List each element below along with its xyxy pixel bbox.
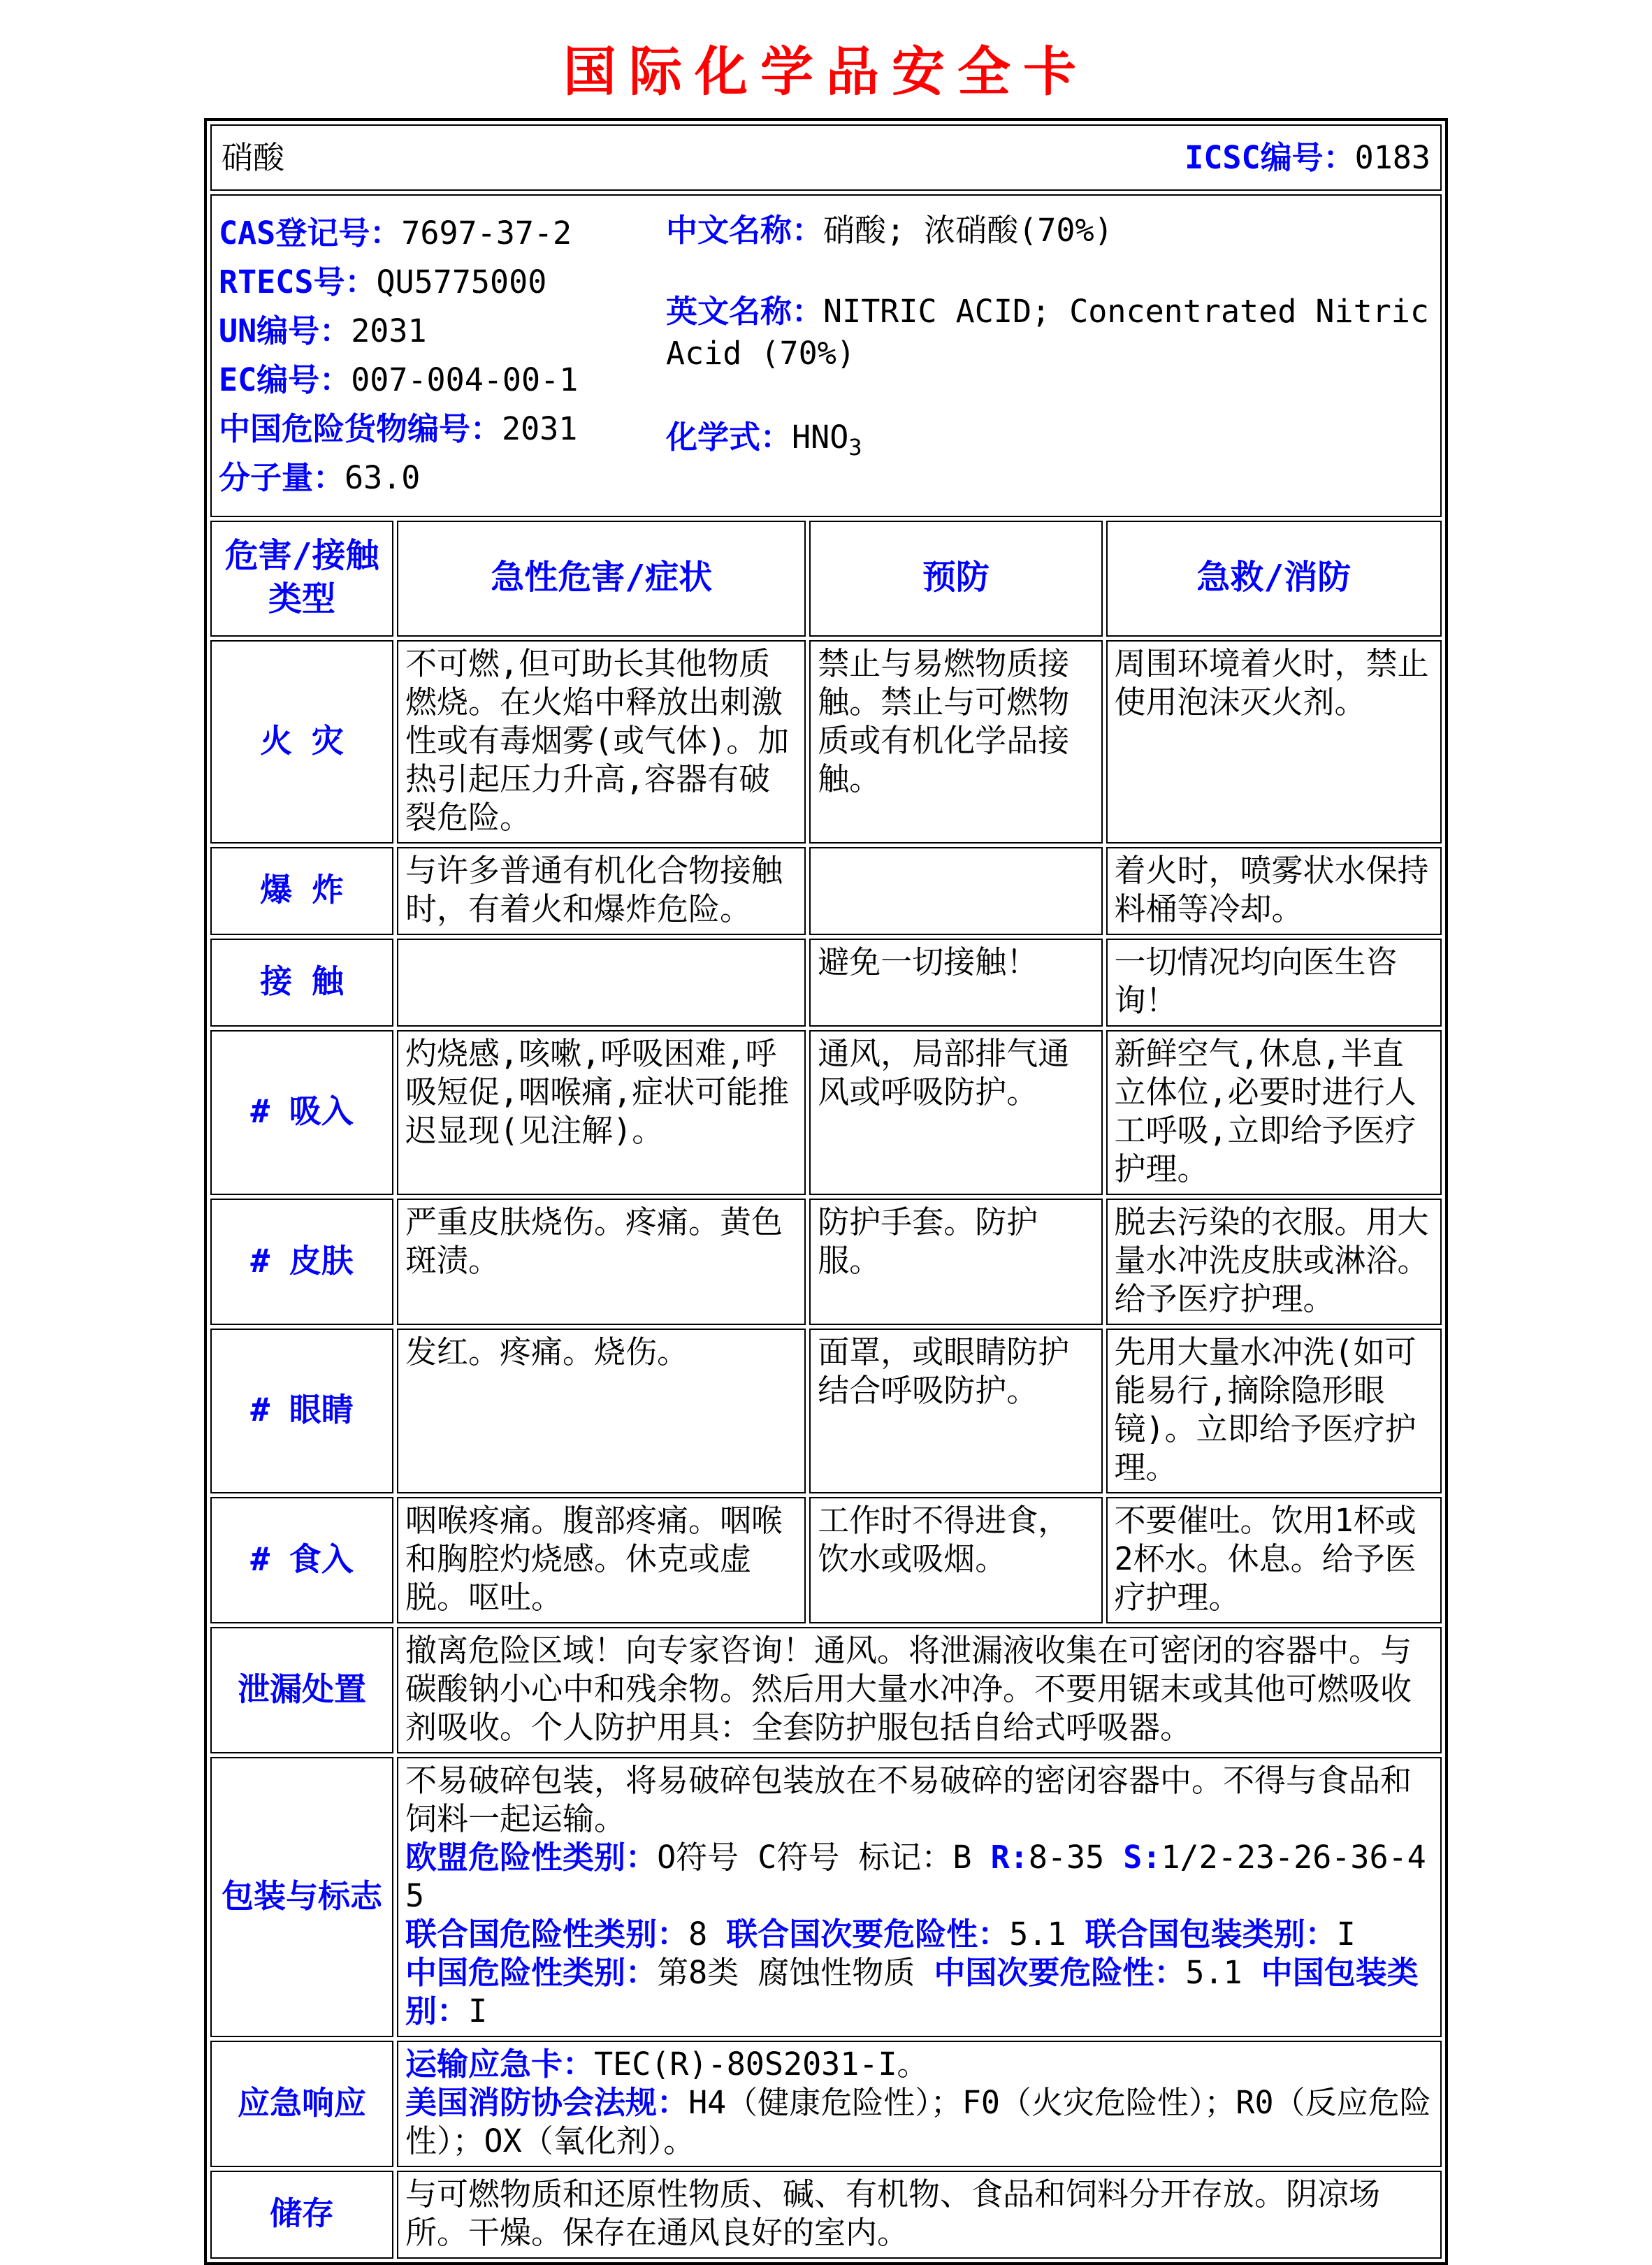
card-header-cell <box>210 124 1442 191</box>
china-dg-value: 2031 <box>502 410 578 447</box>
section-row-storage <box>210 2171 1442 2259</box>
text-segment: 与可燃物质和还原性物质、碱、有机物、食品和饲料分开存放。阴凉场所。干燥。保存在通风良好的室内。 <box>405 2176 1381 2251</box>
formula-subscript: 3 <box>848 434 862 461</box>
section-row-emergency <box>210 2041 1442 2167</box>
field-label-segment: R: <box>990 1839 1029 1876</box>
cn-name-value: 硝酸; 浓硝酸(70%) <box>823 212 1113 249</box>
hazard-row-ingestion <box>210 1497 1442 1623</box>
icsc-number-label: ICSC编号： <box>1184 139 1355 176</box>
hazard-row-label: 火 灾 <box>210 640 393 844</box>
molecular-weight <box>219 457 666 499</box>
text-segment: I <box>1336 1916 1356 1953</box>
un-number <box>219 310 666 352</box>
section-label: 泄漏处置 <box>210 1627 393 1753</box>
text-segment: O符号 C符号 标记：B <box>657 1839 991 1876</box>
china-dg-label: 中国危险货物编号： <box>219 410 502 447</box>
rtecs-number <box>219 261 666 303</box>
text-segment: 5.1 <box>1009 1916 1085 1953</box>
firstaid-cell: 脱去污染的衣服。用大量水冲洗皮肤或淋浴。给予医疗护理。 <box>1106 1199 1442 1325</box>
identification-row <box>210 194 1442 517</box>
symptoms-cell: 发红。疼痛。烧伤。 <box>397 1329 806 1493</box>
mw-label: 分子量： <box>219 459 345 496</box>
rtecs-value: QU5775000 <box>376 263 547 301</box>
field-label-segment: 美国消防协会法规： <box>405 2084 689 2121</box>
field-label-segment: 中国次要危险性： <box>934 1954 1186 1991</box>
section-content <box>397 1627 1442 1753</box>
hazard-header-type-line1: 危害/接触 <box>224 536 379 575</box>
icsc-number <box>1184 138 1430 177</box>
icsc-card-table <box>204 118 1448 2265</box>
prevention-cell: 避免一切接触！ <box>809 939 1102 1027</box>
hazard-header-prevention: 预防 <box>809 521 1102 637</box>
field-label-segment: 联合国次要危险性： <box>726 1916 1010 1953</box>
hazard-row-label: # 眼睛 <box>210 1329 393 1493</box>
prevention-cell: 面罩，或眼睛防护结合呼吸防护。 <box>809 1329 1102 1493</box>
hazard-row-eyes <box>210 1329 1442 1493</box>
section-row-packaging <box>210 1757 1442 2037</box>
firstaid-cell: 周围环境着火时，禁止使用泡沫灭火剂。 <box>1106 640 1442 844</box>
hazard-row-fire <box>210 640 1442 844</box>
field-label-segment: S: <box>1123 1839 1161 1876</box>
section-content <box>397 2041 1442 2167</box>
english-name <box>666 291 1433 375</box>
ec-number <box>219 359 666 401</box>
text-segment: 第8类 腐蚀性物质 <box>657 1954 934 1991</box>
field-label-segment: 欧盟危险性类别： <box>405 1839 658 1876</box>
identification-right-column <box>666 205 1433 506</box>
field-label-segment: 联合国危险性类别： <box>405 1916 689 1953</box>
field-label-segment: 中国危险性类别： <box>405 1954 658 1991</box>
field-label-segment: 联合国包装类别： <box>1085 1916 1337 1953</box>
hazard-row-label: # 皮肤 <box>210 1199 393 1325</box>
hazard-row-label: # 吸入 <box>210 1030 393 1195</box>
formula-base: HNO <box>792 419 849 456</box>
hazard-header-symptoms: 急性危害/症状 <box>397 521 806 637</box>
page-title: 国际化学品安全卡 <box>563 41 1089 103</box>
text-segment: I <box>468 1992 488 2029</box>
firstaid-cell: 着火时，喷雾状水保持料桶等冷却。 <box>1106 847 1442 935</box>
prevention-cell: 通风，局部排气通风或呼吸防护。 <box>809 1030 1102 1195</box>
hazard-row-label: 接 触 <box>210 939 393 1027</box>
en-name-value: NITRIC ACID; Concentrated Nitric Acid (70%) <box>666 293 1429 372</box>
firstaid-cell: 新鲜空气,休息,半直立体位,必要时进行人工呼吸,立即给予医疗护理。 <box>1106 1030 1442 1195</box>
chinese-name <box>666 210 1433 252</box>
un-label: UN编号： <box>219 312 352 349</box>
text-segment: H4（健康危险性）；F0（火灾危险性）；R0（反应危险性）；OX（氧化剂）。 <box>405 2084 1431 2159</box>
rtecs-label: RTECS号： <box>219 263 377 301</box>
text-segment: 8-35 <box>1028 1839 1124 1876</box>
section-content <box>397 1757 1442 2037</box>
cas-number <box>219 212 666 254</box>
firstaid-cell: 不要催吐。饮用1杯或2杯水。休息。给予医疗护理。 <box>1106 1497 1442 1623</box>
identification-cell <box>210 194 1442 517</box>
symptoms-cell: 严重皮肤烧伤。疼痛。黄色斑渍。 <box>397 1199 806 1325</box>
section-label: 储存 <box>210 2171 393 2259</box>
ec-label: EC编号： <box>219 361 352 398</box>
text-segment: 8 <box>688 1916 727 1953</box>
section-content <box>397 2171 1442 2259</box>
hazard-header-type <box>210 521 393 637</box>
un-value: 2031 <box>351 312 427 349</box>
hazard-row-label: 爆 炸 <box>210 847 393 935</box>
field-label-segment: 中国包装类别： <box>405 1954 1419 2029</box>
text-segment: 5.1 <box>1185 1954 1261 1991</box>
symptoms-cell: 灼烧感,咳嗽,呼吸困难,呼吸短促,咽喉痛,症状可能推迟显现(见注解)。 <box>397 1030 806 1195</box>
card-header-row <box>210 124 1442 191</box>
hazard-row-label: # 食入 <box>210 1497 393 1623</box>
identification-left-column <box>219 205 666 506</box>
cas-label: CAS登记号： <box>219 215 402 252</box>
firstaid-cell: 先用大量水冲洗(如可能易行,摘除隐形眼镜)。立即给予医疗护理。 <box>1106 1329 1442 1493</box>
prevention-cell: 工作时不得进食，饮水或吸烟。 <box>809 1497 1102 1623</box>
text-segment: TEC(R)-80S2031-I。 <box>594 2046 929 2083</box>
china-dangerous-goods-number <box>219 408 666 450</box>
ec-value: 007-004-00-1 <box>351 361 579 398</box>
hazard-row-inhalation <box>210 1030 1442 1195</box>
text-segment: 撤离危险区域！向专家咨询！通风。将泄漏液收集在可密闭的容器中。与碳酸钠小心中和残余物。然后用大量水冲净。不要用锯末或其他可燃吸收剂吸收。个人防护用具：全套防护服包括自给式呼吸器。 <box>405 1632 1412 1746</box>
formula-label: 化学式： <box>666 419 792 456</box>
section-label: 包装与标志 <box>210 1757 393 2037</box>
chemical-formula <box>666 417 1433 468</box>
mw-value: 63.0 <box>345 459 421 496</box>
hazard-row-skin <box>210 1199 1442 1325</box>
prevention-cell: 禁止与易燃物质接触。禁止与可燃物质或有机化学品接触。 <box>809 640 1102 844</box>
substance-name: 硝酸 <box>222 139 285 176</box>
symptoms-cell: 与许多普通有机化合物接触时，有着火和爆炸危险。 <box>397 847 806 935</box>
hazard-row-explosion <box>210 847 1442 935</box>
en-name-label: 英文名称： <box>666 293 824 330</box>
hazard-header-row <box>210 521 1442 637</box>
symptoms-cell: 咽喉疼痛。腹部疼痛。咽喉和胸腔灼烧感。休克或虚脱。呕吐。 <box>397 1497 806 1623</box>
cas-value: 7697-37-2 <box>401 215 572 252</box>
hazard-row-exposure <box>210 939 1442 1027</box>
text-segment: 1/2-23-26-36-45 <box>405 1839 1426 1914</box>
firstaid-cell: 一切情况均向医生咨询！ <box>1106 939 1442 1027</box>
text-segment: 不易破碎包装，将易破碎包装放在不易破碎的密闭容器中。不得与食品和饲料一起运输。 <box>405 1762 1412 1837</box>
cn-name-label: 中文名称： <box>666 212 824 249</box>
symptoms-cell: 不可燃,但可助长其他物质燃烧。在火焰中释放出刺激性或有毒烟雾(或气体)。加热引起压力升高,容器有破裂危险。 <box>397 640 806 844</box>
prevention-cell: 防护手套。防护服。 <box>809 1199 1102 1325</box>
icsc-number-value: 0183 <box>1354 139 1430 176</box>
hazard-header-firstaid: 急救/消防 <box>1106 521 1442 637</box>
field-label-segment: 运输应急卡： <box>405 2046 595 2083</box>
symptoms-cell <box>397 939 806 1027</box>
section-label: 应急响应 <box>210 2041 393 2167</box>
section-row-spillage <box>210 1627 1442 1753</box>
prevention-cell <box>809 847 1102 935</box>
hazard-header-type-line2: 类型 <box>268 579 336 618</box>
